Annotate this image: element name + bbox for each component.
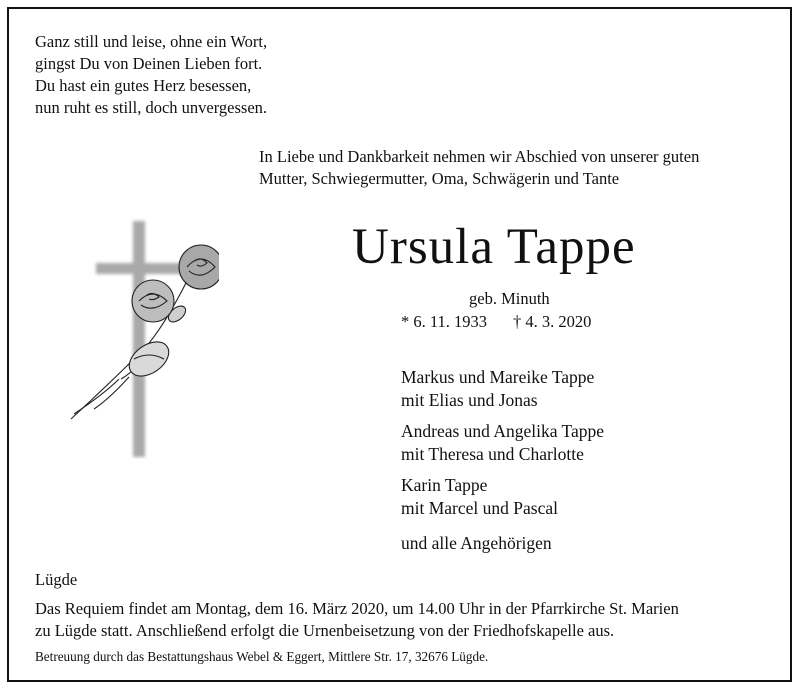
service-details <box>35 598 679 642</box>
mourner-line: Markus und Mareike Tappe <box>401 367 595 387</box>
poem-line: gingst Du von Deinen Lieben fort. <box>35 54 263 73</box>
cross-and-roses-illustration <box>49 209 219 459</box>
mourner-line: mit Elias und Jonas <box>401 390 538 410</box>
death-date: † 4. 3. 2020 <box>513 312 592 331</box>
intro-line: In Liebe und Dankbarkeit nehmen wir Abschied von unserer guten <box>259 147 700 166</box>
life-dates <box>401 312 591 332</box>
maiden-name: geb. Minuth <box>469 289 550 308</box>
mourner-group <box>401 474 604 520</box>
mourner-group <box>401 366 604 412</box>
mourner-line: Andreas und Angelika Tappe <box>401 421 605 441</box>
mourner-line: mit Theresa und Charlotte <box>401 444 584 464</box>
memorial-poem <box>35 31 267 119</box>
cross-icon <box>96 221 186 457</box>
deceased-name: Ursula Tappe <box>352 219 636 275</box>
intro-line: Mutter, Schwiegermutter, Oma, Schwägerin und Tante <box>259 169 620 188</box>
poem-line: nun ruht es still, doch unvergessen. <box>35 98 268 117</box>
service-line: zu Lügde statt. Anschließend erfolgt die Urnenbeisetzung von der Friedhofskapelle aus. <box>35 621 615 640</box>
birth-date: * 6. 11. 1933 <box>401 312 488 331</box>
place-name: Lügde <box>35 570 78 589</box>
undertaker-info: Betreuung durch das Bestattungshaus Webel & Eggert, Mittlere Str. 17, 32676 Lügde. <box>35 649 489 664</box>
obituary-notice <box>7 7 792 682</box>
farewell-intro <box>259 146 699 190</box>
mourner-group <box>401 420 604 466</box>
mourners-list <box>401 366 604 555</box>
poem-line: Du hast ein gutes Herz besessen, <box>35 76 252 95</box>
mourner-line: Karin Tappe <box>401 475 488 495</box>
service-line: Das Requiem findet am Montag, dem 16. März 2020, um 14.00 Uhr in der Pfarrkirche St. Marien <box>35 599 679 618</box>
mourners-closing: und alle Angehörigen <box>401 533 552 553</box>
poem-line: Ganz still und leise, ohne ein Wort, <box>35 32 268 51</box>
mourner-line: mit Marcel und Pascal <box>401 498 558 518</box>
